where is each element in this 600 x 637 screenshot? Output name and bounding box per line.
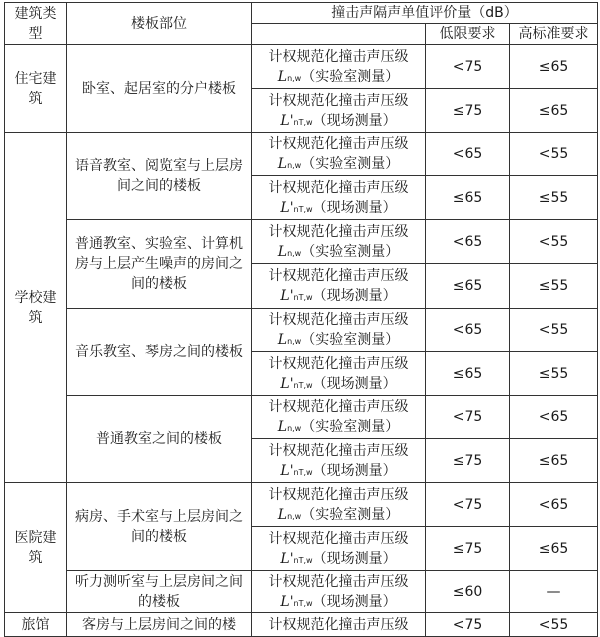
measure-name: 计权规范化撞击声压级 <box>268 573 409 590</box>
measure-subscript: nT,w <box>293 598 313 608</box>
measure-name: 计权规范化撞击声压级 <box>268 92 409 109</box>
floor-part-cell: 普通教室、实验室、计算机房与上层产生噪声的房间之间的楼板 <box>67 220 252 309</box>
high-value: ≤55 <box>510 352 598 396</box>
low-value: ≤60 <box>426 571 510 613</box>
high-value: <65 <box>510 396 598 439</box>
measure-method: （实验室测量） <box>301 419 400 435</box>
low-value: ≤75 <box>426 439 510 483</box>
measure-symbol: L' <box>280 593 294 610</box>
high-value: <55 <box>510 613 598 637</box>
measure-lab-cell <box>252 133 426 176</box>
measure-field-cell <box>252 176 426 220</box>
measure-subscript: n,w <box>287 248 302 258</box>
low-value: ≤65 <box>426 176 510 220</box>
measure-name-cell: 计权规范化撞击声压级 <box>252 613 426 637</box>
measure-name: 计权规范化撞击声压级 <box>268 48 409 65</box>
measure-method: （实验室测量） <box>301 156 400 172</box>
measure-subscript: nT,w <box>293 117 313 127</box>
measure-lab-cell <box>252 483 426 527</box>
high-value: <65 <box>510 483 598 527</box>
high-value: ≤65 <box>510 89 598 133</box>
high-value: ≤65 <box>510 527 598 571</box>
measure-symbol: L' <box>280 199 294 216</box>
group-residential: 住宅建筑 <box>5 45 67 133</box>
low-value: ≤75 <box>426 89 510 133</box>
header-measure-blank <box>252 24 426 45</box>
high-value: — <box>510 571 598 613</box>
measure-method: （实验室测量） <box>301 68 400 85</box>
measure-method: （实验室测量） <box>301 332 400 348</box>
measure-subscript: n,w <box>287 73 302 83</box>
measure-subscript: nT,w <box>293 293 313 302</box>
measure-symbol: L' <box>280 375 294 392</box>
header-high-requirement: 高标准要求 <box>510 24 598 45</box>
measure-name: 计权规范化撞击声压级 <box>268 355 409 372</box>
measure-symbol: L <box>277 68 288 85</box>
measure-symbol: L <box>277 243 288 260</box>
floor-part-cell: 卧室、起居室的分户楼板 <box>67 45 252 133</box>
low-value: ≤65 <box>426 352 510 396</box>
group-school: 学校建筑 <box>5 133 67 483</box>
measure-subscript: nT,w <box>293 380 313 390</box>
measure-symbol: L <box>277 419 288 435</box>
measure-subscript: n,w <box>287 511 302 521</box>
measure-symbol: L' <box>280 112 294 129</box>
high-value: ≤65 <box>510 45 598 89</box>
high-value: <55 <box>510 133 598 176</box>
measure-symbol: L <box>277 332 288 348</box>
measure-method: （现场测量） <box>312 199 397 216</box>
measure-subscript: nT,w <box>293 204 313 214</box>
measure-subscript: n,w <box>287 161 302 170</box>
measure-name: 计权规范化撞击声压级 <box>268 268 409 284</box>
measure-method: （现场测量） <box>312 593 397 610</box>
measure-method: （现场测量） <box>312 112 397 129</box>
measure-method: （现场测量） <box>312 550 397 567</box>
measure-name: 计权规范化撞击声压级 <box>268 136 409 152</box>
measure-lab-cell <box>252 396 426 439</box>
floor-part-cell: 病房、手术室与上层房间之间的楼板 <box>67 483 252 571</box>
group-hotel: 旅馆 <box>5 613 67 637</box>
group-hospital: 医院建筑 <box>5 483 67 613</box>
high-value: <55 <box>510 220 598 264</box>
measure-subscript: n,w <box>287 424 302 433</box>
measure-symbol: L' <box>280 550 294 567</box>
measure-field-cell <box>252 439 426 483</box>
measure-symbol: L <box>277 506 288 523</box>
measure-symbol: L' <box>280 462 294 479</box>
measure-method: （现场测量） <box>312 288 397 304</box>
measure-symbol: L' <box>280 288 294 304</box>
floor-part-cell: 客房与上层房间之间的楼 <box>67 613 252 637</box>
measure-name: 计权规范化撞击声压级 <box>268 312 409 328</box>
measure-lab-cell <box>252 309 426 352</box>
low-value: ≤75 <box>426 527 510 571</box>
high-value: <55 <box>510 309 598 352</box>
high-value: ≤65 <box>510 439 598 483</box>
low-value: <75 <box>426 613 510 637</box>
measure-name: 计权规范化撞击声压级 <box>268 179 409 196</box>
low-value: <65 <box>426 309 510 352</box>
measure-method: （实验室测量） <box>301 243 400 260</box>
measure-subscript: nT,w <box>293 467 313 477</box>
measure-symbol: L <box>277 156 288 172</box>
low-value: <75 <box>426 483 510 527</box>
low-value: <75 <box>426 45 510 89</box>
measure-name: 计权规范化撞击声压级 <box>268 442 409 459</box>
measure-name: 计权规范化撞击声压级 <box>268 399 409 415</box>
header-low-requirement: 低限要求 <box>426 24 510 45</box>
measure-field-cell <box>252 571 426 613</box>
low-value: <75 <box>426 396 510 439</box>
low-value: ≤65 <box>426 264 510 309</box>
header-floor-part: 楼板部位 <box>67 3 252 45</box>
floor-part-cell: 普通教室之间的楼板 <box>67 396 252 483</box>
impact-sound-insulation-table <box>4 2 598 637</box>
measure-field-cell <box>252 89 426 133</box>
low-value: <65 <box>426 220 510 264</box>
measure-field-cell <box>252 352 426 396</box>
high-value: ≤55 <box>510 264 598 309</box>
measure-subscript: nT,w <box>293 555 313 565</box>
measure-lab-cell <box>252 45 426 89</box>
measure-field-cell <box>252 264 426 309</box>
measure-name: 计权规范化撞击声压级 <box>268 486 409 503</box>
measure-name: 计权规范化撞击声压级 <box>268 530 409 547</box>
floor-part-cell: 语音教室、阅览室与上层房间之间的楼板 <box>67 133 252 220</box>
header-evaluation: 撞击声隔声单值评价量（dB） <box>252 3 598 24</box>
measure-subscript: n,w <box>287 337 302 346</box>
measure-method: （现场测量） <box>312 375 397 392</box>
measure-field-cell <box>252 527 426 571</box>
measure-method: （实验室测量） <box>301 506 400 523</box>
floor-part-cell: 音乐教室、琴房之间的楼板 <box>67 309 252 396</box>
high-value: ≤55 <box>510 176 598 220</box>
measure-lab-cell <box>252 220 426 264</box>
floor-part-cell: 听力测听室与上层房间之间的楼板 <box>67 571 252 613</box>
measure-method: （现场测量） <box>312 462 397 479</box>
header-building-type: 建筑类型 <box>5 3 67 45</box>
measure-name: 计权规范化撞击声压级 <box>268 223 409 240</box>
low-value: <65 <box>426 133 510 176</box>
